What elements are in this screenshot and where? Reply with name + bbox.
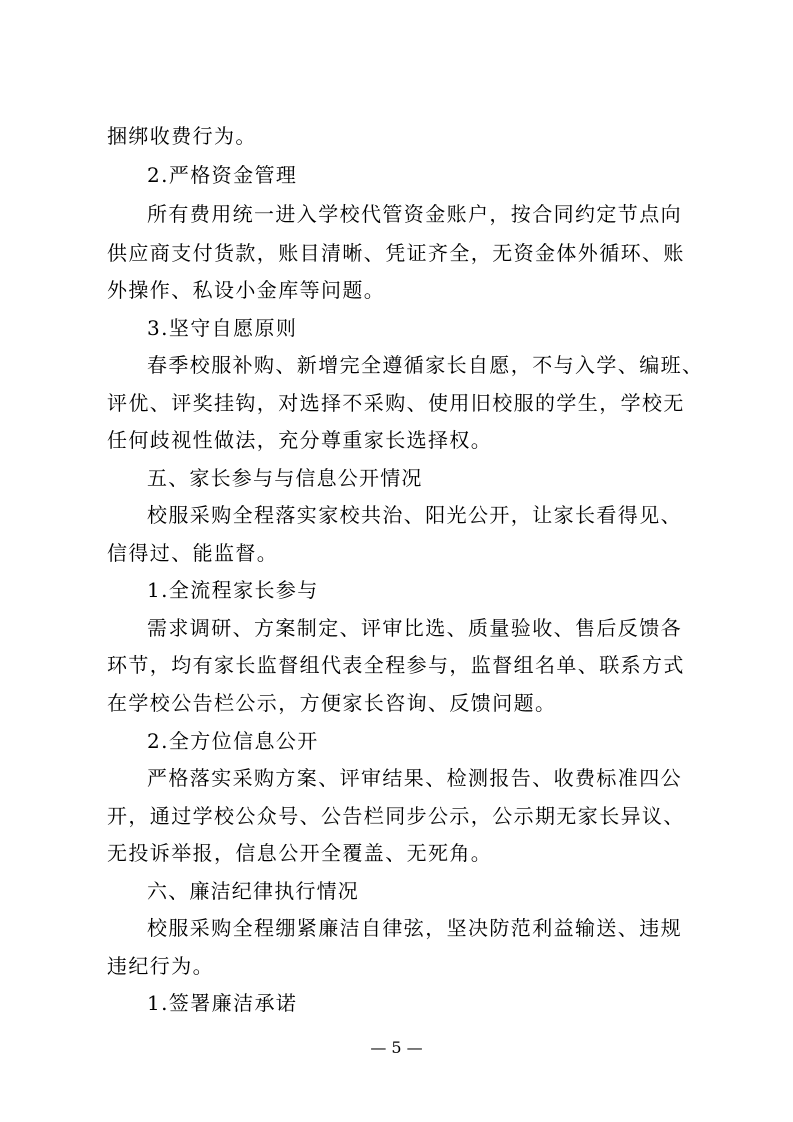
paragraph-line: 捆绑收费行为。 [107,124,257,148]
paragraph-line: 春季校服补购、新增完全遵循家长自愿，不与入学、编班、 [147,353,704,377]
paragraph-line: 评优、评奖挂钩，对选择不采购、使用旧校服的学生，学校无 [107,391,685,415]
paragraph-line: 在学校公告栏公示，方便家长咨询、反馈问题。 [107,691,557,715]
subheading: 2.全方位信息公开 [147,729,319,753]
subheading: 1.全流程家长参与 [147,578,319,602]
paragraph-line: 校服采购全程绷紧廉洁自律弦，坚决防范利益输送、违规 [147,916,682,940]
paragraph-line: 校服采购全程落实家校共治、阳光公开，让家长看得见、 [147,503,682,527]
subheading: 2.严格资金管理 [147,163,298,187]
paragraph-line: 供应商支付货款，账目清晰、凭证齐全，无资金体外循环、账 [107,241,685,265]
page-number: — 5 — [370,1038,423,1057]
paragraph-line: 外操作、私设小金库等问题。 [107,278,386,302]
paragraph-line: 环节，均有家长监督组代表全程参与，监督组名单、联系方式 [107,653,685,677]
section-heading: 六、廉洁纪律执行情况 [147,879,359,903]
subheading: 1.签署廉洁承诺 [147,991,298,1015]
paragraph-line: 违纪行为。 [107,954,214,978]
paragraph-line: 任何歧视性做法，充分尊重家长选择权。 [107,428,493,452]
paragraph-line: 开，通过学校公众号、公告栏同步公示，公示期无家长异议、 [107,804,685,828]
section-heading: 五、家长参与与信息公开情况 [147,466,423,490]
paragraph-line: 无投诉举报，信息公开全覆盖、无死角。 [107,841,493,865]
paragraph-line: 所有费用统一进入学校代管资金账户，按合同约定节点向 [147,202,682,226]
paragraph-line: 需求调研、方案制定、评审比选、质量验收、售后反馈各 [147,616,682,640]
paragraph-line: 严格落实采购方案、评审结果、检测报告、收费标准四公 [147,766,682,790]
subheading: 3.坚守自愿原则 [147,316,298,340]
paragraph-line: 信得过、能监督。 [107,541,279,565]
